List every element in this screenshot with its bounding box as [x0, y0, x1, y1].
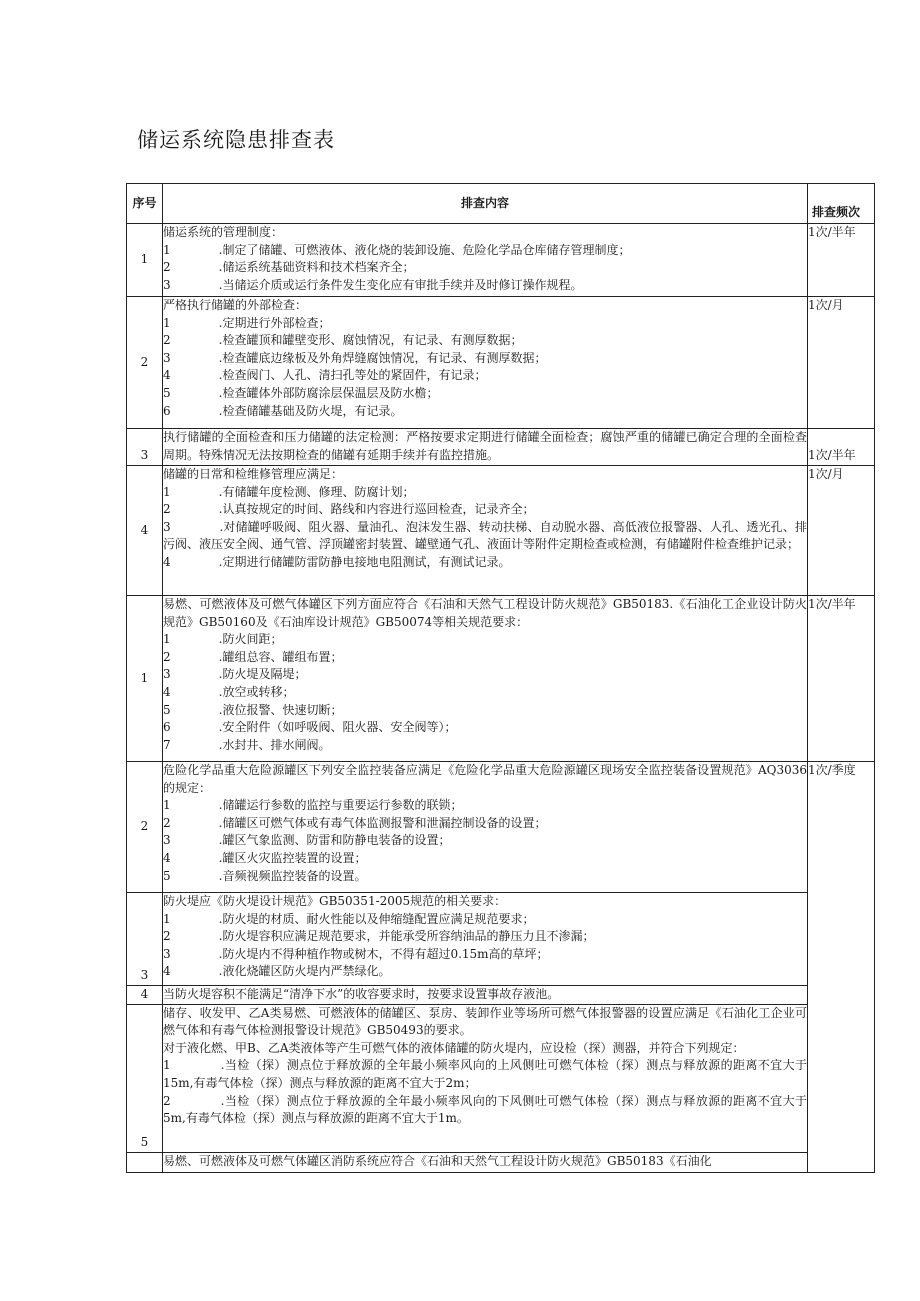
table-row [127, 893, 875, 986]
row-content [163, 224, 808, 297]
content-line: 2 .当检（探）测点位于释放源的全年最小频率风向的下风侧吐可燃气体检（探）测点与释放源的距离不宜大于5m,有毒气体检（探）测点与释放源的距离不宜大于1m。 [163, 1093, 807, 1126]
inspection-table [126, 183, 875, 1173]
content-line: 3 .检查罐底边缘板及外角焊缝腐蚀情况，有记录、有测厚数据； [163, 350, 547, 365]
row-frequency: 1次/季度 [808, 762, 875, 1173]
row-content [163, 466, 808, 596]
content-line: 5 .液位报警、快速切断； [163, 702, 343, 717]
content-line: 3 .对储罐呼吸阀、阻火器、量油孔、泡沫发生器、转动扶梯、自动脱水器、高低液位报警器、人孔、透光孔、排污阀、液压安全阀、通气管、浮顶罐密封装置、罐壁通气孔、液面计等附件定期检查或检测，有储罐附件检查维护记录； [163, 519, 807, 552]
header-content: 排查内容 [163, 184, 808, 224]
header-index: 序号 [127, 184, 163, 224]
content-line: 4 .放空或转移； [163, 684, 295, 699]
content-line: 3 .罐区气象监测、防雷和防静电装备的设置； [163, 833, 451, 848]
content-line: 2 .储罐区可燃气体或有毒气体监测报警和泄漏控制设备的设置； [163, 815, 547, 830]
content-line: 3 .当储运介质或运行条件发生变化应有审批手续并及时修订操作规程。 [163, 277, 583, 292]
row-content [163, 986, 808, 1005]
table-row [127, 429, 875, 466]
content-line: 1 .定期进行外部检查； [163, 315, 331, 330]
row-content [163, 762, 808, 893]
content-line: 防火堤应《防火堤设计规范》GB50351-2005规范的相关要求： [163, 894, 507, 908]
table-row [127, 596, 875, 762]
content-line: 储罐的日常和检维修管理应满足： [163, 467, 344, 481]
row-index: 2 [127, 297, 163, 429]
row-frequency: 1次/半年 [808, 596, 875, 762]
row-content [163, 297, 808, 429]
row-content [163, 1152, 808, 1172]
row-frequency: 1次/半年 [808, 429, 875, 466]
content-line: 1 .防火间距； [163, 632, 283, 647]
content-line: 1 .防火堤的材质、耐火性能以及伸缩缝配置应满足规范要求； [163, 911, 535, 926]
table-row [127, 762, 875, 893]
content-line: 2 .防火堤容积应满足规范要求，并能承受所容纳油品的静压力且不渗漏； [163, 929, 595, 944]
row-frequency: 1次/月 [808, 466, 875, 596]
row-index: 1 [127, 596, 163, 762]
content-line: 1 .当检（探）测点位于释放源的全年最小频率风向的上风侧吐可燃气体检（探）测点与释放源的距离不宜大于15m,有毒气体检（探）测点与释放源的距离不宜大于2m； [163, 1058, 807, 1090]
content-line: 4 .液化烧罐区防火堤内严禁绿化。 [163, 964, 391, 979]
row-index: 3 [127, 429, 163, 466]
content-line: 对于液化燃、甲B、乙A类液体等产生可燃气体的液体储罐的防火堤内，应设检（探）测器，并符合下列规定： [163, 1040, 745, 1055]
row-content [163, 596, 808, 762]
content-line: 6 .检查储罐基础及防火堤，有记录。 [163, 403, 403, 418]
content-line: 4 .检查阀门、人孔、清扫孔等处的紧固件，有记录； [163, 368, 487, 383]
content-line: 5 .检查罐体外部防腐涂层保温层及防水檐； [163, 385, 439, 400]
content-line: 储运系统的管理制度： [163, 225, 284, 239]
content-line: 2 .储运系统基础资料和技术档案齐全； [163, 260, 415, 275]
content-line: 3 .防火堤及隔堤； [163, 667, 307, 682]
content-line: 1 .制定了储罐、可燃液体、液化烧的装卸设施、危险化学品仓库储存管理制度； [163, 242, 631, 257]
content-line: 易燃、可燃液体及可燃气体罐区消防系统应符合《石油和天然气工程设计防火规范》GB50183《石油化 [163, 1153, 712, 1168]
content-line: 7 .水封井、排水闸阀。 [163, 737, 331, 752]
table-row [127, 1004, 875, 1152]
table-row [127, 224, 875, 297]
row-index: 4 [127, 466, 163, 596]
content-line: 严格执行储罐的外部检查： [163, 298, 308, 312]
row-content [163, 893, 808, 986]
content-line: 易燃、可燃液体及可燃气体罐区下列方面应符合《石油和天然气工程设计防火规范》GB50183.《石油化工企业设计防火规范》GB50160及《石油库设计规范》GB50074等相关规范要求： [163, 597, 807, 629]
table-row [127, 466, 875, 596]
row-index: 3 [127, 893, 163, 986]
content-line: 当防火堤容积不能满足“清净下水”的收容要求时，按要求设置事故存液池。 [163, 987, 560, 1001]
content-line: 1 .储罐运行参数的监控与重要运行参数的联锁； [163, 798, 463, 813]
content-line: 4 .定期进行储罐防雷防静电接地电阻测试，有测试记录。 [163, 554, 511, 569]
row-index: 2 [127, 762, 163, 893]
row-index: 1 [127, 224, 163, 297]
content-line: 6 .安全附件（如呼吸阀、阻火器、安全阀等）； [163, 720, 457, 735]
table-header-row [127, 184, 875, 224]
row-index: 5 [127, 1004, 163, 1152]
content-line: 危险化学品重大危险源罐区下列安全监控装备应满足《危险化学品重大危险源罐区现场安全监控装备设置规范》AQ3036的规定： [163, 763, 807, 795]
table-row [127, 297, 875, 429]
row-frequency: 1次/半年 [808, 224, 875, 297]
header-frequency: 排查频次 [808, 184, 875, 224]
row-frequency: 1次/月 [808, 297, 875, 429]
content-line: 5 .音频视频监控装备的设置。 [163, 868, 367, 883]
content-line: 2 .认真按规定的时间、路线和内容进行巡回检查，记录齐全； [163, 502, 535, 517]
row-index: 4 [127, 986, 163, 1005]
page-title: 储运系统隐患排查表 [137, 128, 335, 152]
row-content [163, 429, 808, 466]
content-line: 1 .有储罐年度检测、修理、防腐计划； [163, 484, 415, 499]
table-row [127, 986, 875, 1005]
content-line: 2 .检查罐顶和罐壁变形、腐蚀情况，有记录、有测厚数据； [163, 333, 523, 348]
content-line: 2 .罐组总容、罐组布置； [163, 649, 343, 664]
row-content [163, 1004, 808, 1152]
content-line: 4 .罐区火灾监控装置的设置； [163, 850, 367, 865]
content-line: 3 .防火堤内不得种植作物或树木，不得有超过0.15m高的草坪； [163, 946, 549, 961]
content-line: 执行储罐的全面检查和压力储罐的法定检测：严格按要求定期进行储罐全面检查；腐蚀严重的储罐已确定合理的全面检查周期。特殊情况无法按期检查的储罐有延期手续并有监控措施。 [163, 430, 807, 462]
row-index [127, 1152, 163, 1172]
table-row [127, 1152, 875, 1172]
content-line: 储存、收发甲、乙A类易燃、可燃液体的储罐区、泵房、装卸作业等场所可燃气体报警器的设置应满足《石油化工企业可燃气体和有毒气体检测报警设计规范》GB50493的要求。 [163, 1005, 807, 1038]
